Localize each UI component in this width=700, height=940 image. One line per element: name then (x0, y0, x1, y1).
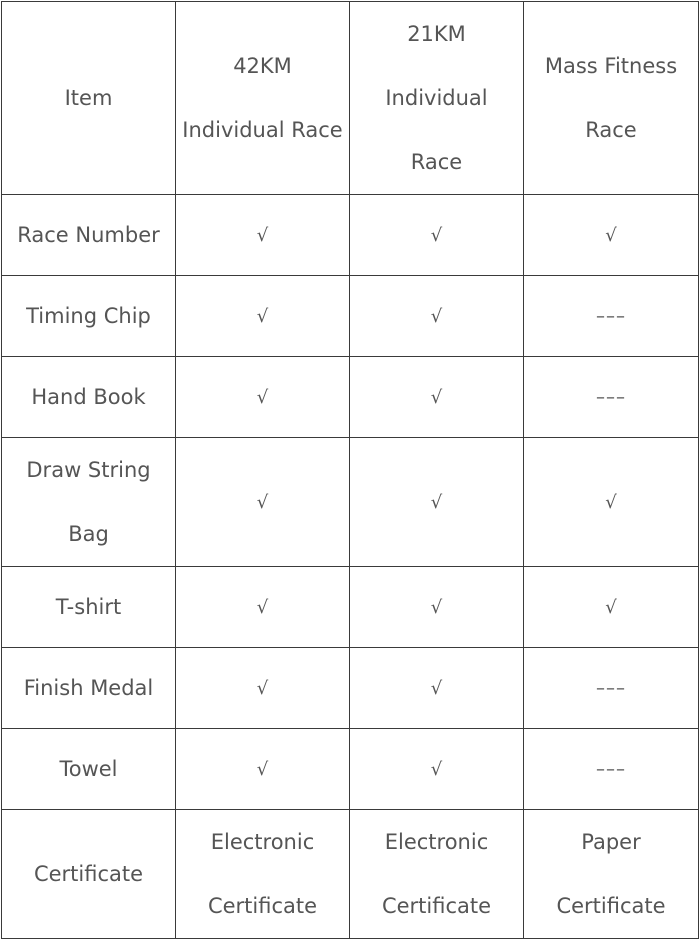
certificate-line1: Electronic (384, 830, 489, 854)
cell-mass (524, 648, 699, 729)
cell-42km (176, 648, 350, 729)
check-mark: √ (256, 492, 269, 513)
check-mark: √ (605, 225, 617, 246)
check-mark: √ (256, 759, 269, 780)
check-mark: √ (430, 759, 443, 780)
check-mark: √ (256, 387, 269, 408)
check-mark: √ (430, 387, 443, 408)
table-row (2, 648, 699, 729)
cell-42km (176, 729, 350, 810)
table-row (2, 195, 699, 276)
header-42km-individual-race (176, 2, 350, 195)
cell-21km (350, 276, 524, 357)
cell-21km (350, 729, 524, 810)
header-mass-line2: Race (585, 118, 637, 142)
row-item-hand-book: Hand Book (2, 357, 176, 438)
row-item-towel: Towel (2, 729, 176, 810)
check-mark: √ (430, 225, 443, 246)
header-item (2, 2, 176, 195)
row-item-draw-string-bag (2, 438, 176, 567)
header-21km-line2: Individual (385, 86, 488, 110)
not-included-dash: ––– (596, 759, 626, 780)
not-included-dash: ––– (596, 387, 626, 408)
certificate-line1: Paper (581, 830, 641, 854)
cell-42km-certificate (176, 810, 350, 939)
race-kit-table (1, 1, 699, 939)
cell-42km (176, 276, 350, 357)
check-mark: √ (430, 306, 443, 327)
row-item-line1: Draw String (26, 458, 151, 482)
cell-21km (350, 357, 524, 438)
cell-42km (176, 357, 350, 438)
table-row (2, 276, 699, 357)
cell-mass (524, 729, 699, 810)
cell-21km (350, 567, 524, 648)
table-row (2, 567, 699, 648)
check-mark: √ (430, 597, 443, 618)
check-mark: √ (605, 492, 617, 513)
table-row (2, 438, 699, 567)
certificate-line1: Electronic (210, 830, 315, 854)
check-mark: √ (430, 678, 443, 699)
table-header-row (2, 2, 699, 195)
cell-42km (176, 567, 350, 648)
row-item-certificate: Certificate (2, 810, 176, 939)
cell-mass (524, 567, 699, 648)
table-row (2, 729, 699, 810)
header-42km-line1: 42KM (233, 54, 292, 78)
cell-42km (176, 195, 350, 276)
check-mark: √ (256, 597, 269, 618)
header-21km-line1: 21KM (407, 22, 466, 46)
check-mark: √ (430, 492, 443, 513)
row-item-timing-chip: Timing Chip (2, 276, 176, 357)
table-row (2, 357, 699, 438)
cell-42km (176, 438, 350, 567)
check-mark: √ (256, 678, 269, 699)
certificate-line2: Certificate (381, 894, 492, 918)
check-mark: √ (256, 225, 269, 246)
row-item-t-shirt: T-shirt (2, 567, 176, 648)
header-item-label: Item (64, 86, 113, 110)
not-included-dash: ––– (596, 306, 626, 327)
certificate-line2: Certificate (556, 894, 666, 918)
cell-21km (350, 438, 524, 567)
row-item-finish-medal: Finish Medal (2, 648, 176, 729)
cell-mass (524, 195, 699, 276)
check-mark: √ (256, 306, 269, 327)
cell-21km (350, 648, 524, 729)
header-mass-fitness-race (524, 2, 699, 195)
cell-mass (524, 276, 699, 357)
table-row (2, 810, 699, 939)
row-item-line2: Bag (68, 522, 109, 546)
header-42km-line2: Individual Race (182, 118, 343, 142)
certificate-line2: Certificate (207, 894, 318, 918)
check-mark: √ (605, 597, 617, 618)
cell-mass (524, 438, 699, 567)
header-21km-individual-race (350, 2, 524, 195)
cell-mass (524, 357, 699, 438)
cell-21km (350, 195, 524, 276)
header-mass-line1: Mass Fitness (544, 54, 678, 78)
row-item-race-number: Race Number (2, 195, 176, 276)
cell-mass-certificate (524, 810, 699, 939)
not-included-dash: ––– (596, 678, 626, 699)
header-21km-line3: Race (410, 150, 463, 174)
cell-21km-certificate (350, 810, 524, 939)
